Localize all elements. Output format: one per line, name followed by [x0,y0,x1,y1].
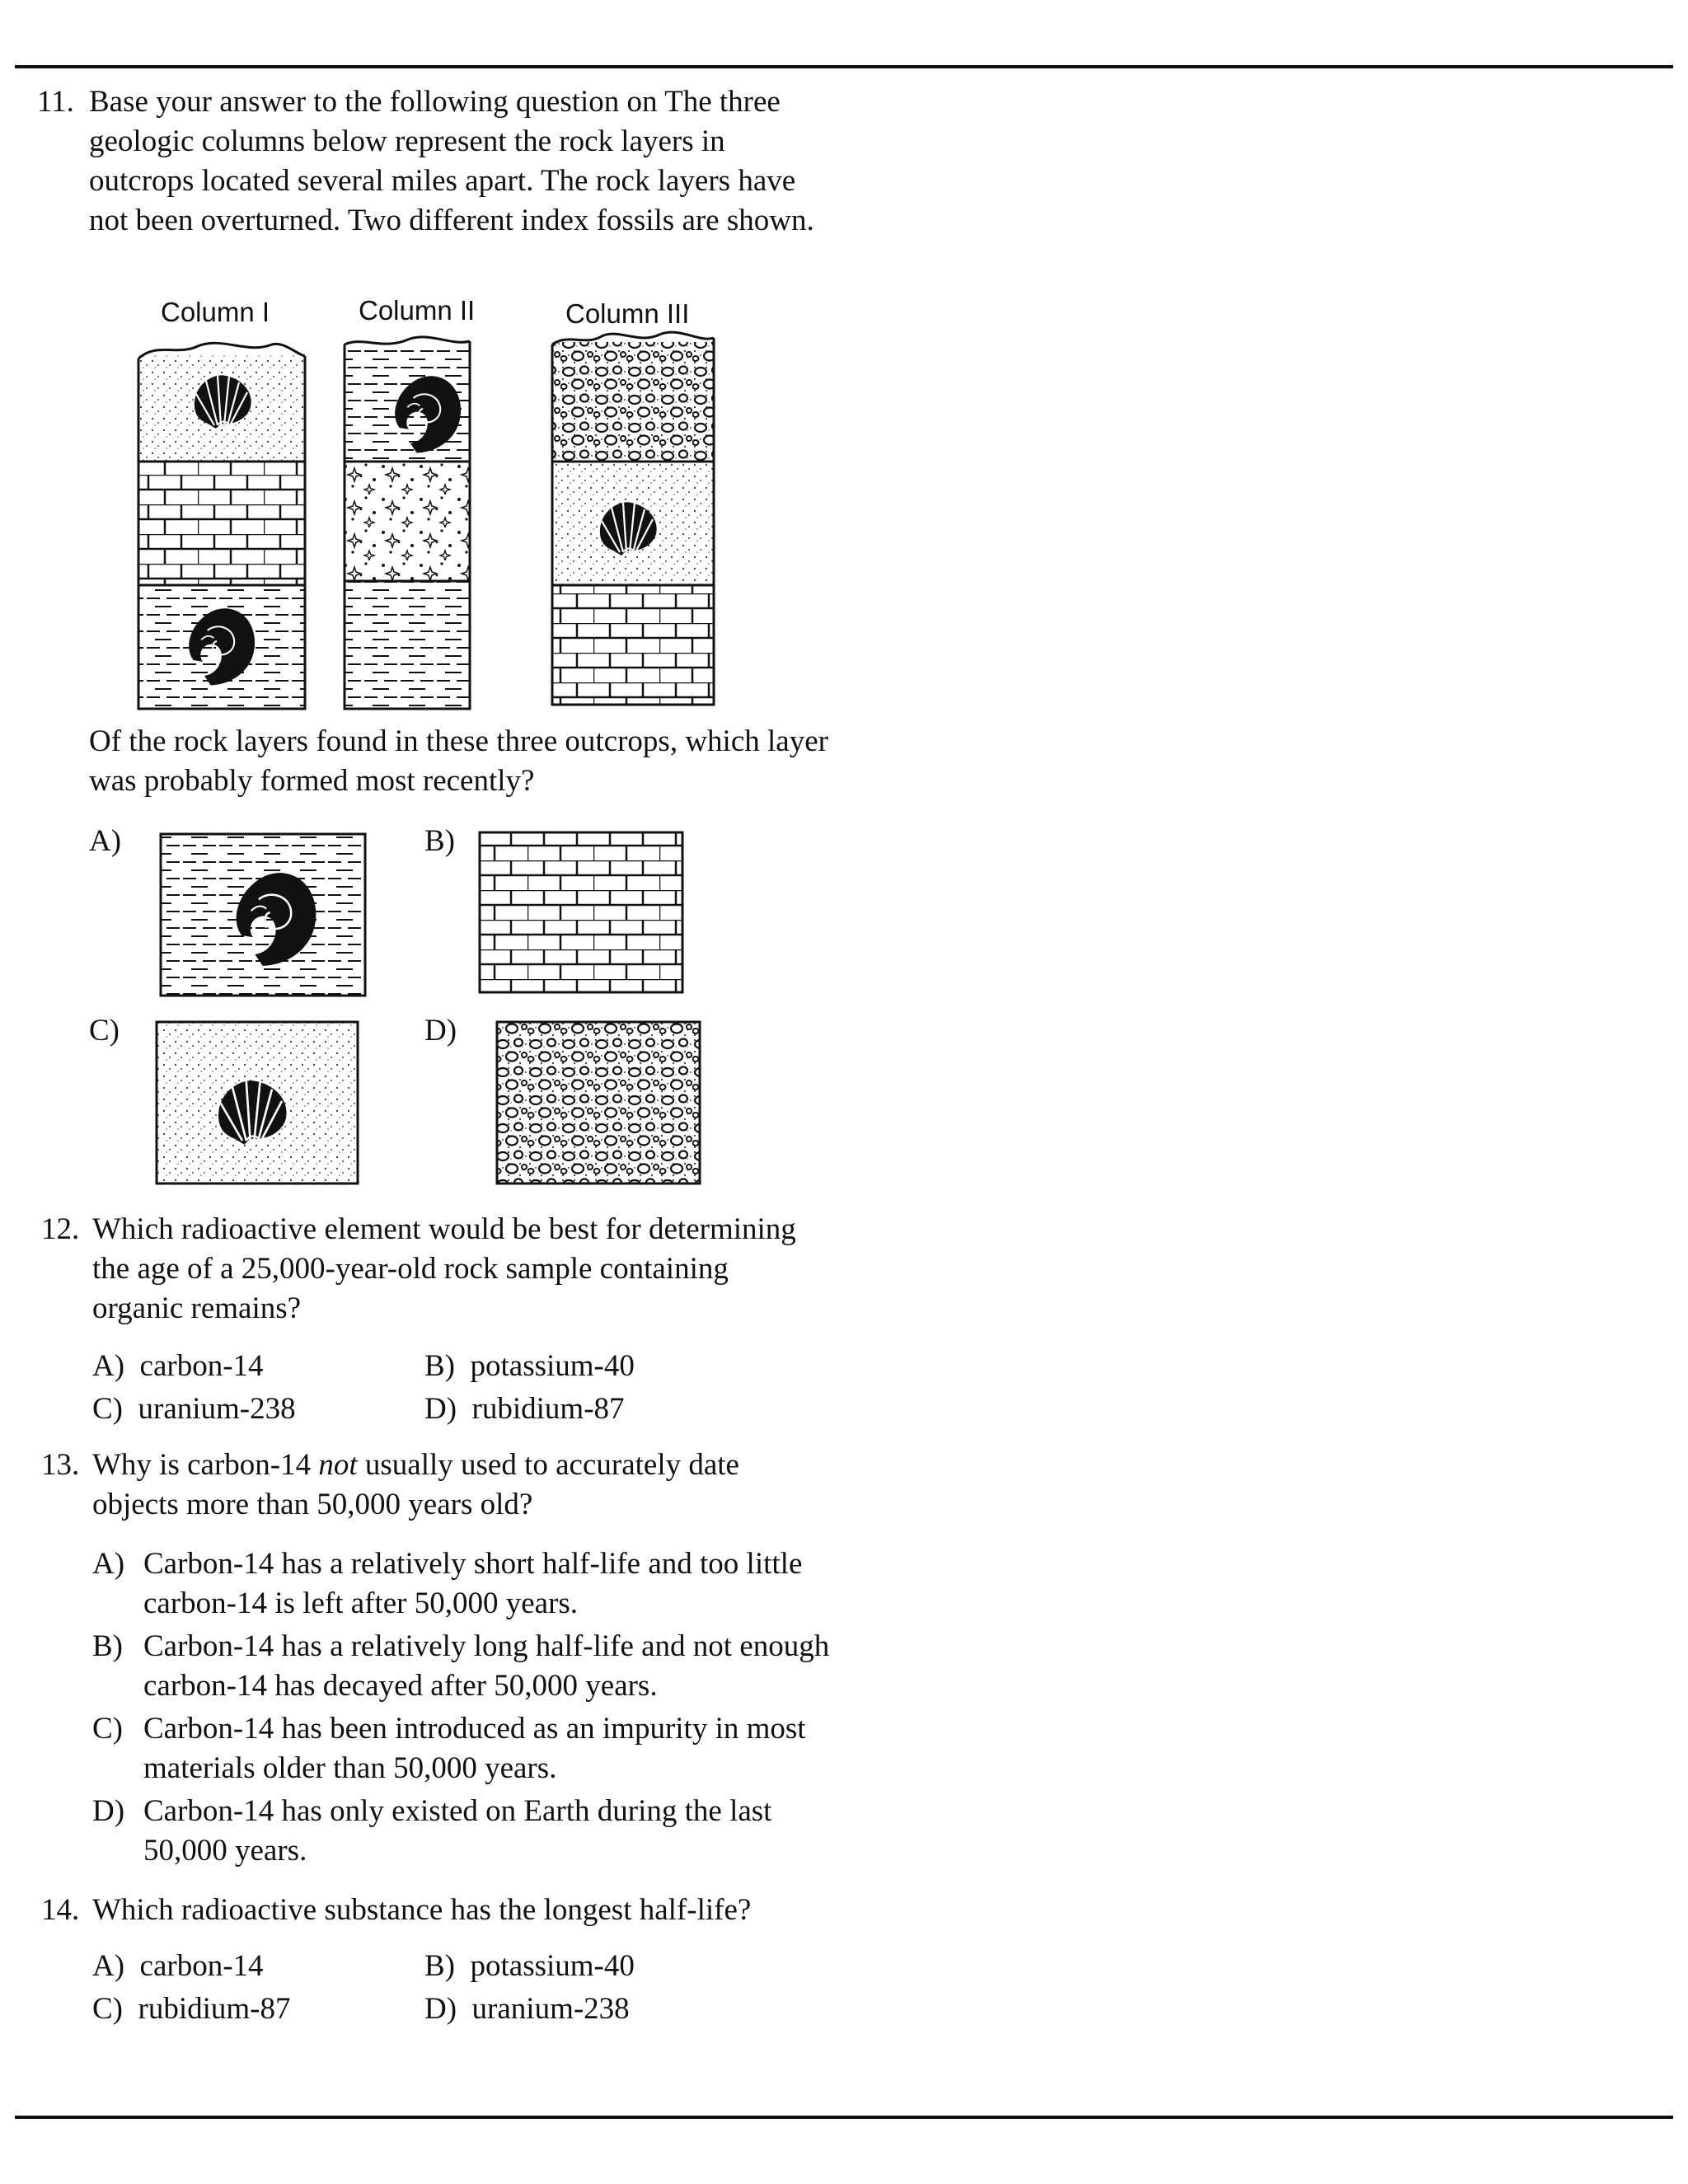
option-b-letter[interactable]: B) [424,824,455,858]
question-number: 12. [41,1212,80,1246]
stem-text: usually used to accurately date objects more than 50,000 years old? [92,1448,739,1521]
option-a-image[interactable] [161,834,365,996]
q12-option-a[interactable] [92,1347,264,1386]
option-letter: B) [92,1629,123,1663]
q12-option-d[interactable] [424,1390,625,1429]
option-a-letter[interactable]: A) [89,824,122,858]
option-text: potassium-40 [470,1349,635,1383]
question-stem: Which radioactive substance has the longest half-life? [92,1893,752,1927]
column-label-2: Column II [359,295,476,326]
bottom-rule [15,2116,1673,2119]
option-text: carbon-14 [139,1949,264,1983]
option-b-image[interactable] [480,832,682,992]
option-letter: C) [92,1712,123,1746]
question-11-prompt: Of the rock layers found in these three outcrops, which layer was probably formed most recently? [89,724,828,798]
option-letter: C) [92,1992,123,2026]
option-letter: A) [92,1547,125,1581]
option-letter: B) [424,1349,455,1383]
q14-option-c[interactable] [92,1990,290,2029]
question-stem [92,1446,826,1525]
q12-option-b[interactable] [424,1347,635,1386]
option-c-image[interactable] [157,1022,358,1183]
option-d-image[interactable] [497,1022,700,1183]
option-letter: A) [92,1949,125,1983]
question-number: 11. [37,85,74,119]
column-label-3: Column III [565,298,690,329]
option-text: carbon-14 [139,1349,264,1383]
option-d-letter[interactable]: D) [424,1014,457,1047]
option-text: potassium-40 [470,1949,635,1983]
option-letter: D) [424,1392,457,1426]
option-c-letter[interactable]: C) [89,1014,120,1047]
option-text: rubidium-87 [471,1392,625,1426]
question-number: 14. [41,1893,80,1927]
question-stem: Which radioactive element would be best for determining the age of a 25,000-year-old rock sample containing organic remains? [92,1212,796,1325]
stem-emphasis: not [318,1448,358,1482]
q12-option-c[interactable] [92,1390,296,1429]
stem-text: Why is carbon-14 [92,1448,319,1482]
option-text: uranium-238 [471,1992,630,2026]
q14-option-a[interactable] [92,1947,264,1986]
question-number: 13. [41,1448,80,1482]
option-text: rubidium-87 [138,1992,291,2026]
option-letter: D) [424,1992,457,2026]
option-letter: C) [92,1392,123,1426]
option-letter: A) [92,1349,125,1383]
option-text: Carbon-14 has a relatively long half-life and not enough carbon-14 has decayed after 50,000 years. [143,1629,830,1703]
option-text: Carbon-14 has been introduced as an impurity in most materials older than 50,000 years. [143,1712,806,1785]
column-label-1: Column I [161,297,270,327]
q14-option-d[interactable] [424,1990,630,2029]
option-text: Carbon-14 has a relatively short half-life and too little carbon-14 is left after 50,000 years. [143,1547,803,1620]
question-intro: Base your answer to the following question on The three geologic columns below represent the rock layers in outcrops located several miles apart. The rock layers have not been overturned. Two different index fossils are shown. [89,85,814,237]
option-text: uranium-238 [138,1392,296,1426]
option-letter: D) [92,1794,125,1828]
option-letter: B) [424,1949,455,1983]
option-text: Carbon-14 has only existed on Earth during the last 50,000 years. [143,1794,772,1868]
q14-option-b[interactable] [424,1947,635,1986]
